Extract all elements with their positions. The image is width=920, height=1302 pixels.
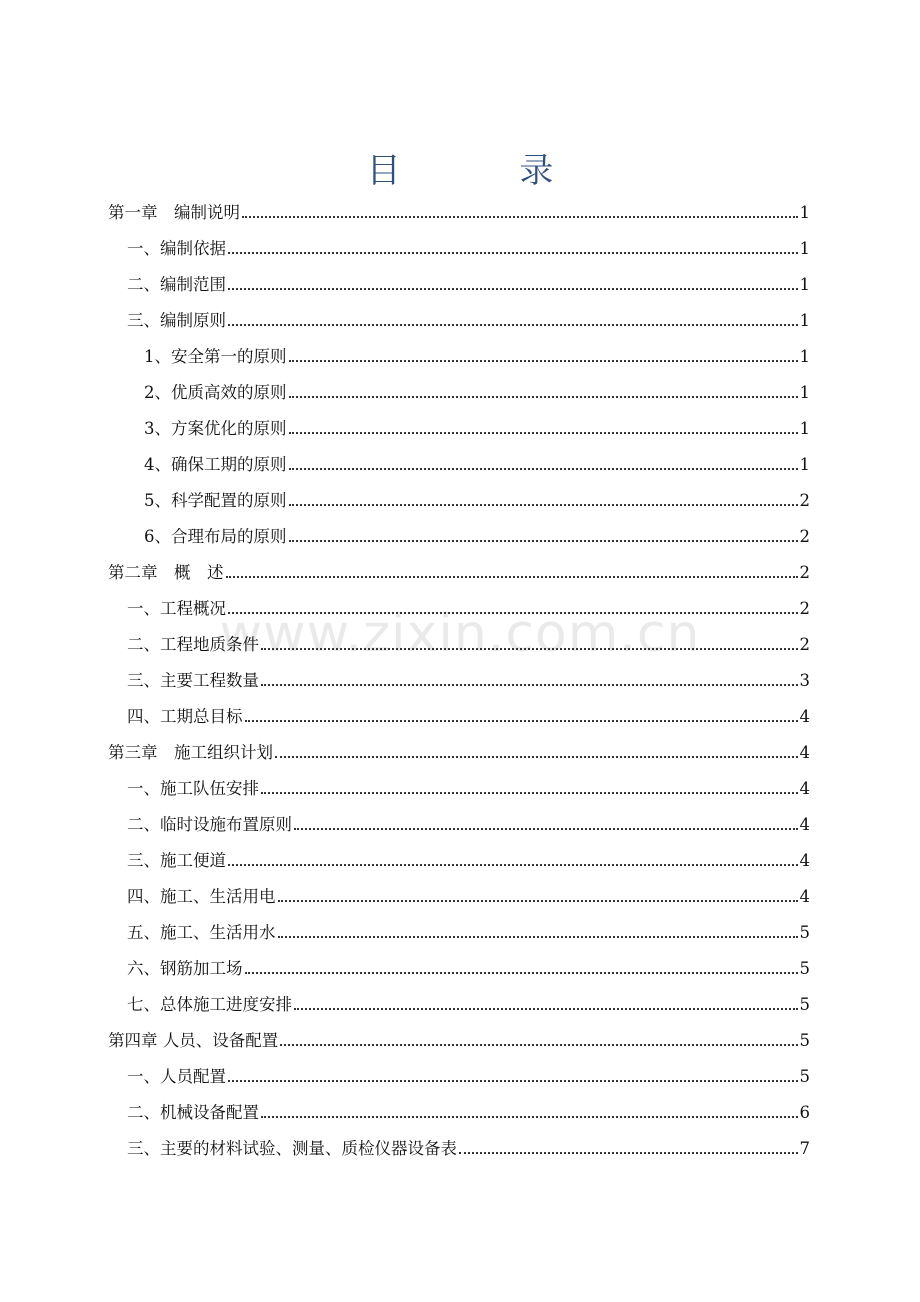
toc-entry-page-number: 4 bbox=[799, 707, 810, 726]
toc-entry-page-number: 4 bbox=[799, 887, 810, 906]
toc-entry-label: 五、施工、生活用水 bbox=[127, 923, 276, 942]
toc-entry-page-number: 5 bbox=[799, 923, 810, 942]
toc-entry[interactable] bbox=[108, 480, 810, 512]
toc-entry-page-number: 7 bbox=[799, 1139, 810, 1158]
toc-entry[interactable] bbox=[108, 336, 810, 368]
toc-entry[interactable] bbox=[108, 264, 810, 296]
dot-leader bbox=[459, 1152, 798, 1154]
toc-entry-page-number: 1 bbox=[799, 239, 810, 258]
toc-entry-label: 6、合理布局的原则 bbox=[144, 527, 287, 546]
toc-entry[interactable] bbox=[108, 228, 810, 260]
dot-leader bbox=[245, 720, 798, 722]
toc-entry[interactable] bbox=[108, 552, 810, 584]
watermark: www.zixin.com.cn bbox=[219, 604, 701, 664]
dot-leader bbox=[278, 900, 798, 902]
dot-leader bbox=[228, 324, 798, 326]
toc-entry[interactable] bbox=[108, 444, 810, 476]
toc-entry-label: 三、施工便道 bbox=[127, 851, 226, 870]
toc-entry[interactable] bbox=[108, 624, 810, 656]
toc-entry[interactable] bbox=[108, 912, 810, 944]
toc-entry[interactable] bbox=[108, 804, 810, 836]
toc-entry-page-number: 5 bbox=[799, 959, 810, 978]
dot-leader bbox=[289, 360, 798, 362]
dot-leader bbox=[280, 1044, 797, 1046]
toc-entry[interactable] bbox=[108, 696, 810, 728]
toc-entry-page-number: 4 bbox=[799, 851, 810, 870]
toc-entry-page-number: 5 bbox=[799, 1031, 810, 1050]
dot-leader bbox=[289, 504, 798, 506]
toc-entry-page-number: 2 bbox=[799, 491, 810, 510]
toc-entry[interactable] bbox=[108, 840, 810, 872]
dot-leader bbox=[228, 612, 798, 614]
toc-entry[interactable] bbox=[108, 768, 810, 800]
toc-entry[interactable] bbox=[108, 660, 810, 692]
dot-leader bbox=[289, 540, 798, 542]
toc-entry[interactable] bbox=[108, 516, 810, 548]
toc-entry-label: 4、确保工期的原则 bbox=[144, 455, 287, 474]
dot-leader bbox=[228, 864, 798, 866]
toc-entry-label: 第三章 施工组织计划 bbox=[108, 743, 273, 762]
toc-entry[interactable] bbox=[108, 588, 810, 620]
toc-entry-page-number: 5 bbox=[799, 1067, 810, 1086]
toc-entry-page-number: 6 bbox=[799, 1103, 810, 1122]
toc-entry-page-number: 4 bbox=[799, 743, 810, 762]
toc-entry-label: 第二章 概 述 bbox=[108, 563, 224, 582]
dot-leader bbox=[226, 576, 798, 578]
toc-entry-page-number: 1 bbox=[799, 383, 810, 402]
dot-leader bbox=[261, 792, 798, 794]
dot-leader bbox=[289, 396, 798, 398]
dot-leader bbox=[294, 1008, 798, 1010]
toc-entry-label: 一、人员配置 bbox=[127, 1067, 226, 1086]
toc-entry-label: 二、工程地质条件 bbox=[127, 635, 259, 654]
dot-leader bbox=[294, 828, 798, 830]
dot-leader bbox=[261, 684, 798, 686]
dot-leader bbox=[228, 252, 798, 254]
dot-leader bbox=[228, 288, 798, 290]
toc-entry-label: 第四章 人员、设备配置 bbox=[108, 1031, 279, 1050]
toc-entry[interactable] bbox=[108, 876, 810, 908]
toc-entry-label: 二、临时设施布置原则 bbox=[127, 815, 292, 834]
dot-leader bbox=[261, 648, 798, 650]
toc-entry[interactable] bbox=[108, 984, 810, 1016]
toc-entry[interactable] bbox=[108, 1056, 810, 1088]
toc-entry[interactable] bbox=[108, 300, 810, 332]
toc-entry-label: 一、编制依据 bbox=[127, 239, 226, 258]
dot-leader bbox=[242, 216, 798, 218]
dot-leader bbox=[289, 432, 798, 434]
dot-leader bbox=[245, 972, 798, 974]
toc-entry-label: 三、主要的材料试验、测量、质检仪器设备表 bbox=[127, 1139, 457, 1158]
toc-entry-page-number: 2 bbox=[799, 599, 810, 618]
toc-entry-page-number: 2 bbox=[799, 563, 810, 582]
page-title: 目 录 bbox=[366, 151, 608, 191]
toc-entry-page-number: 4 bbox=[799, 815, 810, 834]
toc-entry-label: 一、施工队伍安排 bbox=[127, 779, 259, 798]
toc-entry-page-number: 1 bbox=[799, 347, 810, 366]
dot-leader bbox=[228, 1080, 798, 1082]
toc-entry-label: 2、优质高效的原则 bbox=[144, 383, 287, 402]
toc-entry-page-number: 1 bbox=[799, 455, 810, 474]
toc-entry[interactable] bbox=[108, 1092, 810, 1124]
toc-entry-label: 一、工程概况 bbox=[127, 599, 226, 618]
toc-entry-label: 六、钢筋加工场 bbox=[127, 959, 243, 978]
toc-entry-page-number: 3 bbox=[799, 671, 810, 690]
toc-entry-label: 5、科学配置的原则 bbox=[144, 491, 287, 510]
toc-entry-page-number: 1 bbox=[799, 419, 810, 438]
toc-entry-label: 第一章 编制说明 bbox=[108, 203, 240, 222]
toc-entry[interactable] bbox=[108, 192, 810, 224]
toc-entry-label: 三、编制原则 bbox=[127, 311, 226, 330]
toc-entry-page-number: 1 bbox=[799, 311, 810, 330]
toc-entry-label: 二、机械设备配置 bbox=[127, 1103, 259, 1122]
dot-leader bbox=[261, 1116, 798, 1118]
toc-entry-page-number: 2 bbox=[799, 527, 810, 546]
toc-entry-page-number: 5 bbox=[799, 995, 810, 1014]
toc-entry[interactable] bbox=[108, 372, 810, 404]
toc-entry-label: 七、总体施工进度安排 bbox=[127, 995, 292, 1014]
toc-entry[interactable] bbox=[108, 732, 810, 764]
toc-entry[interactable] bbox=[108, 1128, 810, 1160]
toc-entry-label: 四、工期总目标 bbox=[127, 707, 243, 726]
toc-entry-page-number: 2 bbox=[799, 635, 810, 654]
toc-entry-label: 四、施工、生活用电 bbox=[127, 887, 276, 906]
toc-entry[interactable] bbox=[108, 948, 810, 980]
toc-entry-page-number: 1 bbox=[799, 275, 810, 294]
dot-leader bbox=[289, 468, 798, 470]
toc-entry-page-number: 4 bbox=[799, 779, 810, 798]
toc-entry-label: 三、主要工程数量 bbox=[127, 671, 259, 690]
toc-entry[interactable] bbox=[108, 408, 810, 440]
toc-entry[interactable] bbox=[108, 1020, 810, 1052]
dot-leader bbox=[278, 936, 798, 938]
toc-entry-label: 二、编制范围 bbox=[127, 275, 226, 294]
toc-entry-page-number: 1 bbox=[799, 203, 810, 222]
dot-leader bbox=[275, 756, 798, 758]
toc-entry-label: 1、安全第一的原则 bbox=[144, 347, 287, 366]
toc-entry-label: 3、方案优化的原则 bbox=[144, 419, 287, 438]
